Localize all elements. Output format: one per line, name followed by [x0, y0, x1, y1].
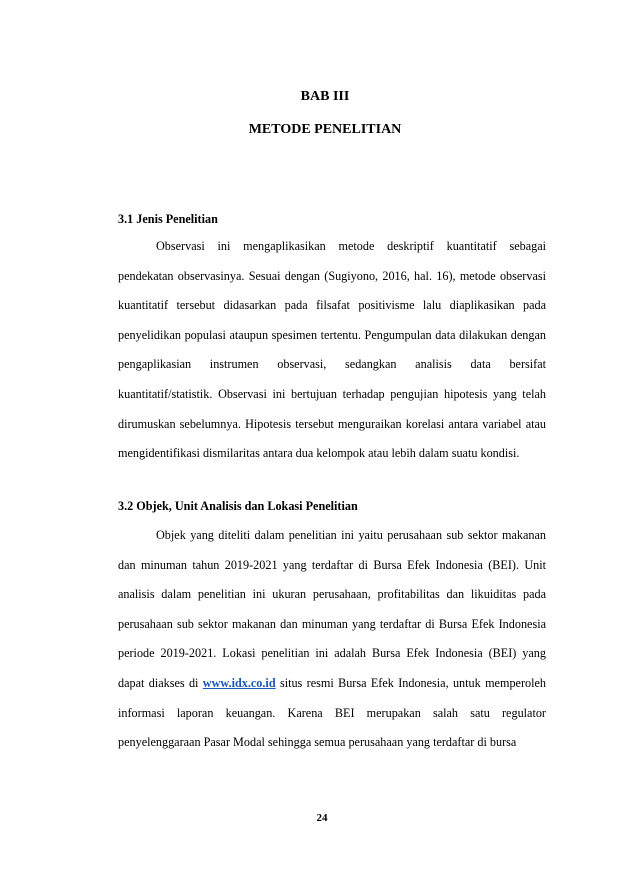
idx-website-link[interactable]: www.idx.co.id: [202, 675, 276, 690]
section-title-jenis-penelitian: 3.1 Jenis Penelitian: [118, 212, 218, 226]
section-paragraph-jenis-penelitian: Observasi ini mengaplikasikan metode deskriptif kuantitatif sebagai pendekatan observasinya. Sesuai dengan (Sugiyono, 2016, hal. 16), metode observasi kuantitatif tersebut didasarkan pada filsafat positivisme lalu diaplikasikan pada penyelidikan populasi ataupun spesimen tertentu. Pengumpulan data dilakukan dengan pengaplikasian instrumen observasi, sedangkan analisis data bersifat kuantitatif/statistik. Observasi ini bertujuan terhadap pengujian hipotesis yang telah dirumuskan sebelumnya. Hipotesis tersebut menguraikan korelasi antara variabel atau mengidentifikasi dismilaritas antara dua kelompok atau lebih dalam suatu kondisi.: [118, 239, 546, 461]
section-title-objek-penelitian: 3.2 Objek, Unit Analisis dan Lokasi Penelitian: [118, 499, 358, 513]
paragraph-text-after-link: situs resmi Bursa Efek Indonesia, untuk memperoleh informasi laporan keuangan. Karena BEI merupakan salah satu regulator penyelenggaraan Pasar Modal sehingga semua perusahaan yang terdaftar di bursa: [118, 675, 546, 750]
section-paragraph-objek-penelitian: [118, 521, 546, 758]
chapter-label: BAB III: [300, 89, 350, 104]
chapter-title: METODE PENELITIAN: [248, 122, 402, 137]
page-number: 24: [316, 812, 328, 824]
paragraph-text-before-link: Objek yang diteliti dalam penelitian ini yaitu perusahaan sub sektor makanan dan minuman tahun 2019-2021 yang terdaftar di Bursa Efek Indonesia (BEI). Unit analisis dalam penelitian ini ukuran perusahaan, profitabilitas dan likuiditas pada perusahaan sub sektor makanan dan minuman yang terdaftar di Bursa Efek Indonesia periode 2019-2021. Lokasi penelitian ini adalah Bursa Efek Indonesia (BEI) yang dapat diakses di: [118, 528, 546, 690]
